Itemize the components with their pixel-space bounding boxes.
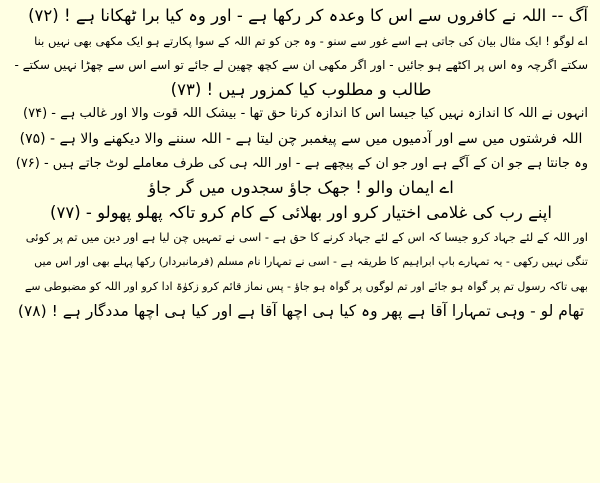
text-line-1: آگ -- اللہ نے کافروں سے اس کا وعدہ کر رکھا ہے - اور وہ کیا برا ٹھکانا ہے ! (۷۲) (28, 6, 588, 25)
text-line-7: وہ جانتا ہے جو ان کے آگے ہے اور جو ان کے پیچھے ہے - اور اللہ ہی کی طرف معاملے لوٹ جاتے ہیں - (۷۶) (15, 155, 588, 171)
text-line-5: انہوں نے اللہ کا اندازہ نہیں کیا جیسا اس کا اندازہ کرنا حق تھا - بیشک اللہ قوت والا اور غالب ہے - (۷۴) (23, 106, 588, 122)
text-line-10: اور اللہ کے لئے جہاد کرو جیسا کہ اس کے لئے جہاد کرنے کا حق ہے - اسی نے تمہیں چن لیا ہے اور دین میں تم پر کوئی (25, 230, 588, 245)
text-line-6: اللہ فرشتوں میں سے اور آدمیوں میں سے پیغمبر چن لیتا ہے - اللہ سننے والا دیکھنے والا ہے - (۷۵) (19, 130, 583, 147)
text-line-13: تھام لو - وہی تمہارا آقا ہے پھر وہ کیا ہی اچھا آقا ہے اور کیا ہی اچھا مددگار ہے ! (۷۸) (17, 302, 585, 321)
text-line-8: اے ایمان والو ! جھک جاؤ سجدوں میں گر جاؤ (148, 178, 454, 198)
text-line-3: سکتے اگرچہ وہ اس پر اکٹھے ہو جائیں - اور اگر مکھی ان سے کچھ چھین لے جائے تو اسے اس سے چھڑا نہیں سکتے - (14, 58, 588, 73)
text-line-12: بھی تاکہ رسول تم پر گواہ ہو جائے اور تم لوگوں پر گواہ ہو جاؤ - پس نماز قائم کرو زکوٰۃ ادا کرو اور اللہ کو مضبوطی سے (24, 279, 588, 293)
text-line-9: اپنے رب کی غلامی اختیار کرو اور بھلائی کے کام کرو تاکہ پھلو پھولو - (۷۷) (50, 202, 552, 222)
text-line-4: طالب و مطلوب کیا کمزور ہیں ! (۷۳) (170, 79, 432, 99)
text-line-2: اے لوگو ! ایک مثال بیان کی جاتی ہے اسے غور سے سنو - وہ جن کو تم اللہ کے سوا پکارتے ہو ایک مکھی بھی نہیں بنا (34, 33, 588, 48)
text-line-11: تنگی نہیں رکھی - یہ تمہارے باپ ابراہیم کا طریقہ ہے - اسی نے تمہارا نام مسلم (فرمانبردار) رکھا پہلے بھی اور اس میں (34, 254, 588, 268)
